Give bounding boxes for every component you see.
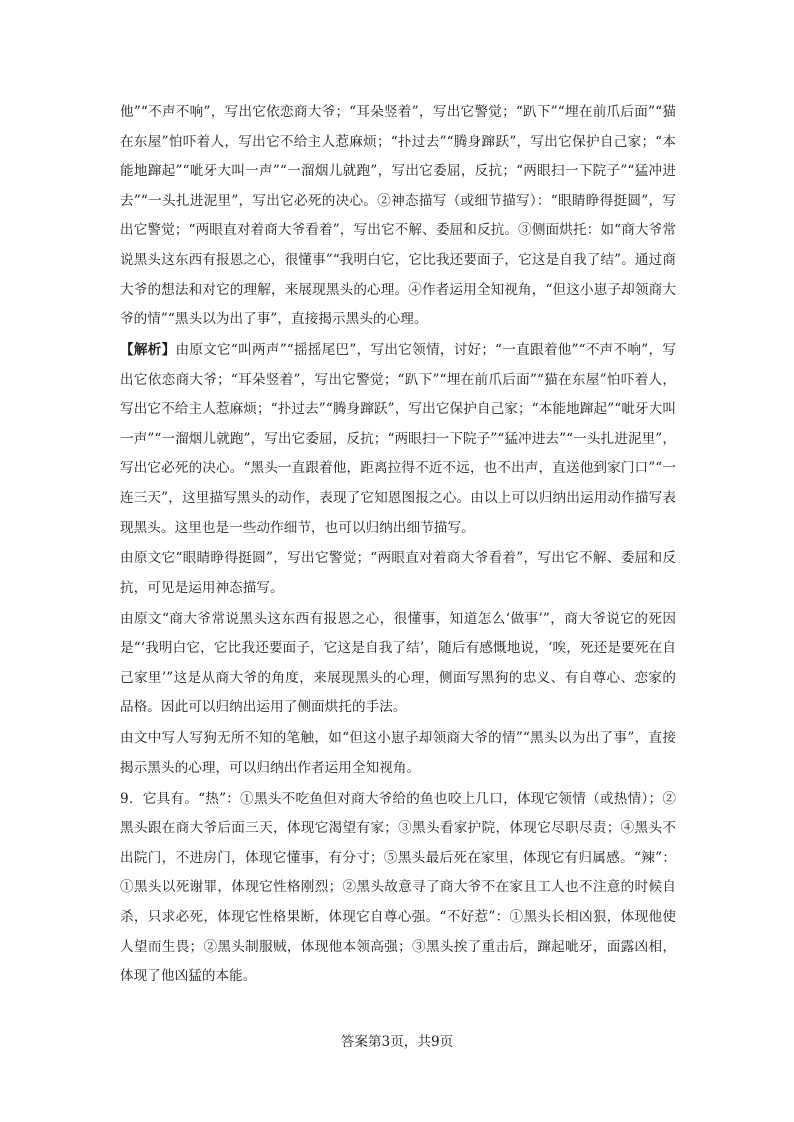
paragraph-text: 由原文“商大爷常说黑头这东西有报恩之心，很懂事，知道怎么‘做事’”，商大爷说它的死因是“‘我明白它，它比我还要面子，它这是自我了结’，随后有感慨地说，‘唉，死还是要死在自己家里’”这是从商大爷的角度，来展现黑头的心理，侧面写黑狗的忠义、有自尊心、恋家的品格。因此可以归纳出运用了侧面烘托的手法。 [120,610,676,716]
analysis-paragraph [120,336,676,543]
page-footer: 答案第3页，共9页 [340,1034,454,1050]
answer-paragraph-1 [120,98,676,335]
answer-content [120,98,676,992]
question-9-answer [120,785,676,992]
paragraph-text: 由原文它“叫两声”“摇摇尾巴”，写出它领情，讨好；“一直跟着他”“不声不响”，写出它依恋商大爷；“耳朵竖着”，写出它警觉；“趴下”“埋在前爪后面”“猫在东屋”怕吓着人，写出它不给主人惹麻烦；“扑过去”“腾身蹿跃”，写出它保护自己家；“本能地蹿起”“呲牙大叫一声”“一溜烟儿就跑”，写出它委屈，反抗；“两眼扫一下院子”“猛冲进去”“一头扎进泥里”，写出它必死的决心。“黑头一直跟着他，距离拉得不近不远，也不出声，直送他到家门口”“一连三天”，这里描写黑头的动作，表现了它知恩图报之心。由以上可以归纳出运用动作描写表现黑头。这里也是一些动作细节，也可以归纳出细节描写。 [120,341,677,536]
paragraph-text: 由原文它“眼睛睁得挺圆”，写出它警觉；“两眼直对着商大爷看着”，写出它不解、委屈和反抗，可见是运用神态描写。 [120,550,676,596]
analysis-paragraph-2 [120,544,676,603]
analysis-tag: 【解析】 [120,341,176,358]
paragraph-text: 9．它具有。“热”：①黑头不吃鱼但对商大爷给的鱼也咬上几口，体现它领情（或热情）；②黑头跟在商大爷后面三天，体现它渴望有家；③黑头看家护院，体现它尽职尽责；④黑头不出院门，不进房门，体现它懂事，有分寸；⑤黑头最后死在家里，体现它有归属感。“辣”：①黑头以死谢罪，体现它性格刚烈；②黑头故意寻了商大爷不在家且工人也不注意的时候自杀，只求必死，体现它性格果断，体现它自尊心强。“不好惹”：①黑头长相凶狠，体现他使人望而生畏；②黑头制服贼，体现他本领高强；③黑头挨了重击后，蹿起呲牙，面露凶相，体现了他凶猛的本能。 [120,790,676,985]
analysis-paragraph-3 [120,605,676,723]
analysis-paragraph-4 [120,724,676,783]
paragraph-text: 由文中写人写狗无所不知的笔触，如“但这小崽子却领商大爷的情”“黑头以为出了事”，直接揭示黑头的心理，可以归纳出作者运用全知视角。 [120,730,676,776]
paragraph-text: 他”“不声不响”，写出它依恋商大爷；“耳朵竖着”，写出它警觉；“趴下”“埋在前爪后面”“猫在东屋”怕吓着人，写出它不给主人惹麻烦；“扑过去”“腾身蹿跃”，写出它保护自己家；“本能地蹿起”“呲牙大叫一声”“一溜烟儿就跑”，写出它委屈，反抗；“两眼扫一下院子”“猛冲进去”“一头扎进泥里”，写出它必死的决心。②神态描写（或细节描写）：“眼睛睁得挺圆”，写出它警觉；“两眼直对着商大爷看着”，写出它不解、委屈和反抗。③侧面烘托：如“商大爷常说黑头这东西有报恩之心，很懂事”“我明白它，它比我还要面子，它这是自我了结”。通过商大爷的想法和对它的理解，来展现黑头的心理。④作者运用全知视角，“但这小崽子却领商大爷的情”“黑头以为出了事”，直接揭示黑头的心理。 [120,104,676,328]
